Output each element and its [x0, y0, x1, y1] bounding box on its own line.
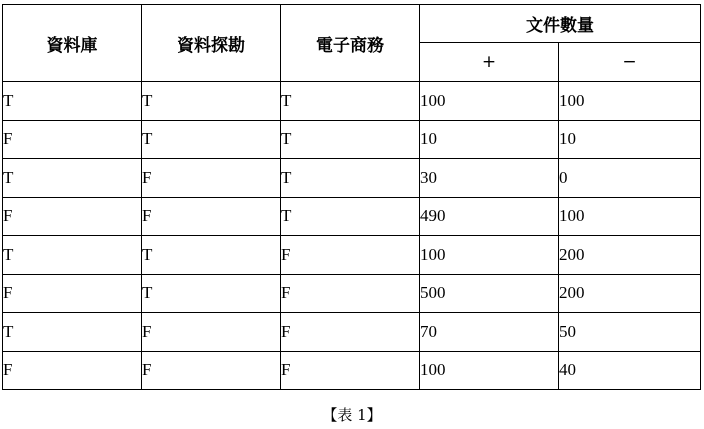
table-row [3, 351, 701, 390]
table-cell: T [3, 159, 142, 198]
table-cell: 100 [420, 236, 559, 275]
table-row [3, 274, 701, 313]
table-cell: T [281, 159, 420, 198]
table-cell: F [281, 351, 420, 390]
table-cell: F [142, 197, 281, 236]
table-cell: 100 [559, 197, 701, 236]
table-cell: F [3, 351, 142, 390]
table-cell: F [281, 274, 420, 313]
table-cell: F [142, 313, 281, 352]
table-cell: T [3, 313, 142, 352]
table-cell: 100 [559, 82, 701, 121]
table-row [3, 197, 701, 236]
header-plus: + [420, 43, 559, 82]
table-cell: F [281, 236, 420, 275]
table-cell: F [3, 197, 142, 236]
table-cell: F [142, 159, 281, 198]
table-row [3, 120, 701, 159]
table-row [3, 82, 701, 121]
table-cell: T [281, 120, 420, 159]
table-cell: T [142, 82, 281, 121]
table-cell: 200 [559, 236, 701, 275]
table-cell: F [281, 313, 420, 352]
table-cell: 30 [420, 159, 559, 198]
table-cell: 100 [420, 82, 559, 121]
header-document-count: 文件數量 [420, 5, 701, 43]
header-data-mining: 資料探勘 [142, 5, 281, 82]
header-database: 資料庫 [3, 5, 142, 82]
data-table [2, 4, 701, 390]
table-cell: T [281, 82, 420, 121]
table-cell: 500 [420, 274, 559, 313]
table-cell: 70 [420, 313, 559, 352]
table-cell: T [3, 82, 142, 121]
table-cell: 10 [559, 120, 701, 159]
table-row [3, 313, 701, 352]
table-cell: 40 [559, 351, 701, 390]
header-e-commerce: 電子商務 [281, 5, 420, 82]
table-body [3, 82, 701, 390]
table-cell: 10 [420, 120, 559, 159]
table-cell: 200 [559, 274, 701, 313]
table-cell: F [3, 274, 142, 313]
table-cell: T [281, 197, 420, 236]
table-row [3, 236, 701, 275]
table-cell: T [142, 274, 281, 313]
table-cell: F [142, 351, 281, 390]
table-cell: 490 [420, 197, 559, 236]
table-row [3, 159, 701, 198]
table-cell: T [142, 120, 281, 159]
table-cell: T [142, 236, 281, 275]
table-caption: 【表 1】 [322, 406, 382, 424]
table-cell: 50 [559, 313, 701, 352]
table-cell: 100 [420, 351, 559, 390]
table-cell: 0 [559, 159, 701, 198]
table-cell: F [3, 120, 142, 159]
table-cell: T [3, 236, 142, 275]
header-minus: − [559, 43, 701, 82]
